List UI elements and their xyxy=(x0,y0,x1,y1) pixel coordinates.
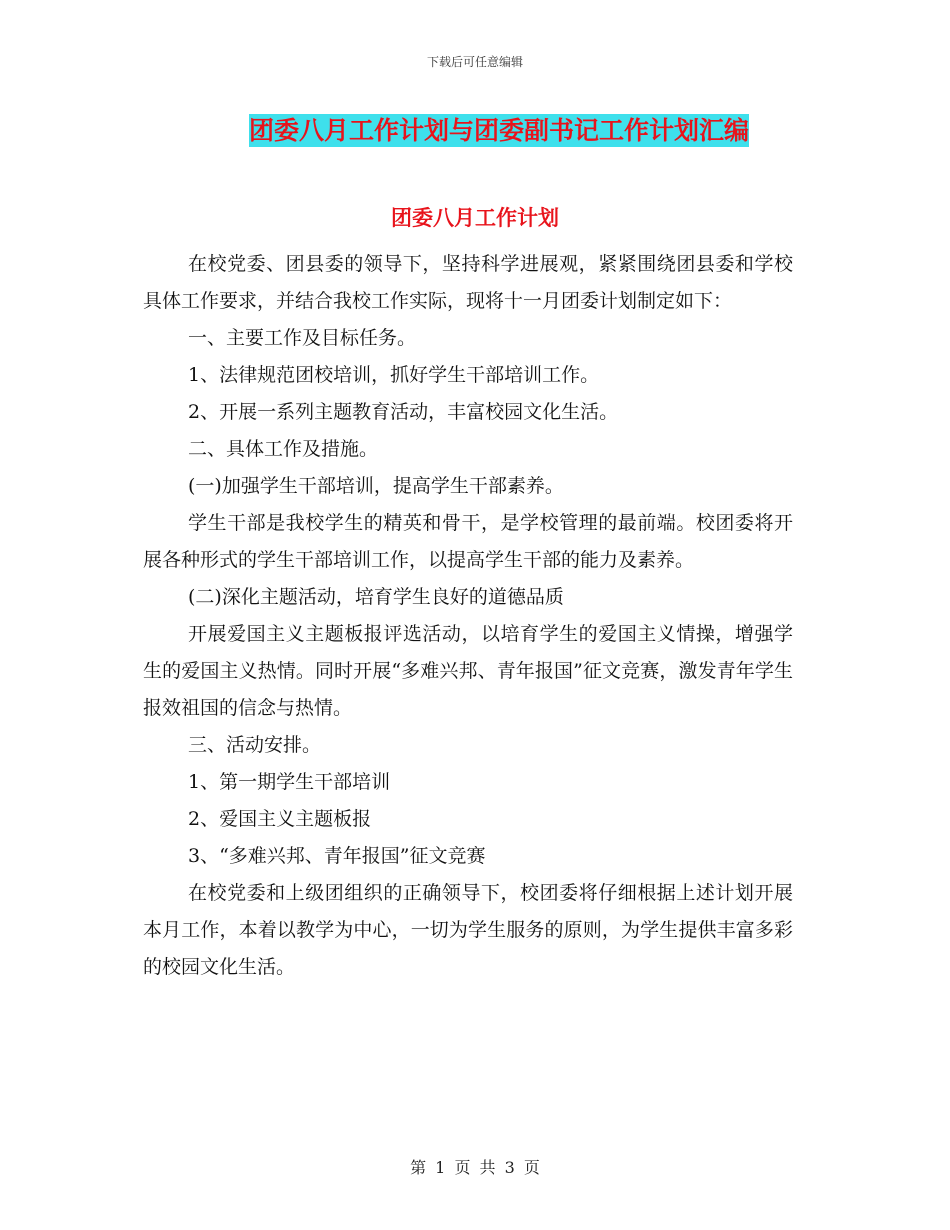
document-body xyxy=(143,246,793,986)
subheading-measure-1: (一)加强学生干部培训，提高学生干部素养。 xyxy=(188,475,564,497)
heading-measures: 二、具体工作及措施。 xyxy=(188,438,379,460)
document-title: 团委八月工作计划与团委副书记工作计划汇编 xyxy=(248,116,749,145)
paragraph-closing: 在校党委和上级团组织的正确领导下，校团委将仔细根据上述计划开展本月工作，本着以教学为中心，一切为学生服务的原则，为学生提供丰富多彩的校园文化生活。 xyxy=(143,882,793,978)
section-title: 团委八月工作计划 xyxy=(391,206,559,230)
paragraph-intro: 在校党委、团县委的领导下，坚持科学进展观，紧紧围绕团县委和学校具体工作要求，并结合我校工作实际，现将十一月团委计划制定如下： xyxy=(143,253,793,312)
page-header: 下载后可任意编辑 xyxy=(426,55,523,69)
subheading-measure-2: (二)深化主题活动，培育学生良好的道德品质 xyxy=(188,586,564,608)
document-title-block xyxy=(0,111,950,147)
list-item-activity-2: 2、爱国主义主题板报 xyxy=(188,808,372,830)
list-item-task-2: 2、开展一系列主题教育活动，丰富校园文化生活。 xyxy=(188,401,619,423)
heading-main-tasks: 一、主要工作及目标任务。 xyxy=(188,327,417,349)
heading-activities: 三、活动安排。 xyxy=(188,734,322,756)
list-item-activity-1: 1、第一期学生干部培训 xyxy=(188,771,391,793)
list-item-task-1: 1、法律规范团校培训，抓好学生干部培训工作。 xyxy=(188,364,600,386)
paragraph-measure-2: 开展爱国主义主题板报评选活动，以培育学生的爱国主义情操，增强学生的爱国主义热情。同时开展“多难兴邦、青年报国”征文竞赛，激发青年学生报效祖国的信念与热情。 xyxy=(143,623,793,719)
page-number: 第 1 页 共 3 页 xyxy=(410,1158,540,1177)
list-item-activity-3: 3、“多难兴邦、青年报国”征文竞赛 xyxy=(188,845,486,867)
paragraph-measure-1: 学生干部是我校学生的精英和骨干，是学校管理的最前端。校团委将开展各种形式的学生干部培训工作，以提高学生干部的能力及素养。 xyxy=(143,512,793,571)
